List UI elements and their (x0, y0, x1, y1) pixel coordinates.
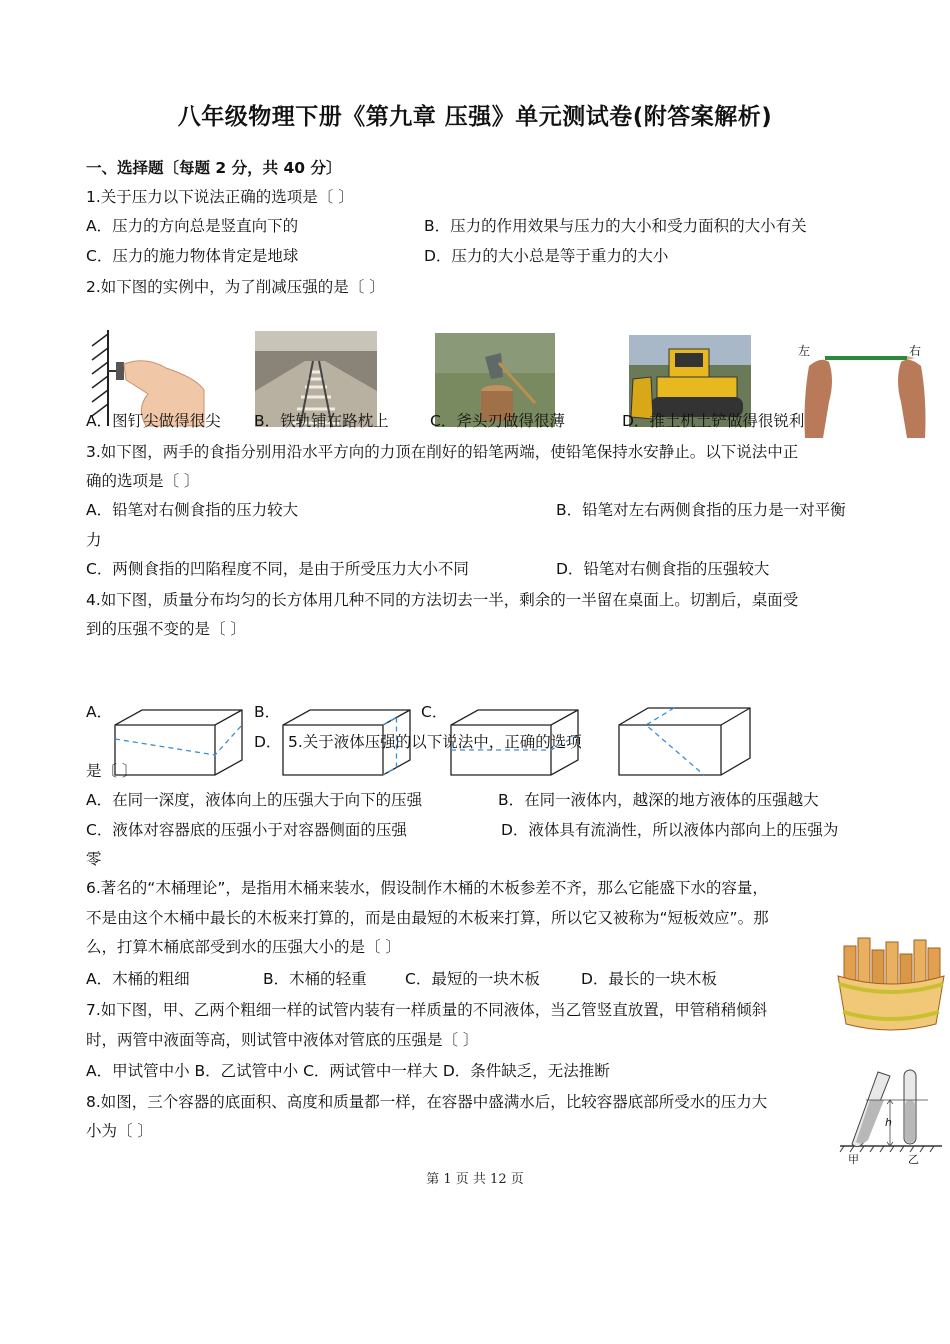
q1-stem: 1.关于压力以下说法正确的选项是〔 〕 (86, 188, 354, 206)
q3-option-a: A．铅笔对右侧食指的压力较大 (86, 501, 299, 519)
q5-option-d-cont: 零 (86, 850, 102, 868)
q5-option-d: D．液体具有流淌性，所以液体内部向上的压强为 (501, 821, 839, 839)
q4-option-b: B． (254, 703, 281, 721)
q4-option-d: D． (254, 733, 282, 751)
q5-option-a: A．在同一深度，液体向上的压强大于向下的压强 (86, 791, 423, 809)
q1-option-b: B．压力的作用效果与压力的大小和受力面积的大小有关 (424, 217, 807, 235)
q3-stem-line2: 确的选项是〔 〕 (86, 472, 200, 490)
q5-stem-line2: 是〔 〕 (86, 762, 138, 780)
cuboid-d (618, 707, 752, 777)
q6-option-d: D．最长的一块木板 (581, 970, 717, 988)
q8-stem-line2: 小为〔 〕 (86, 1122, 153, 1140)
q8-stem-line1: 8.如图，三个容器的底面积、高度和质量都一样，在容器中盛满水后，比较容器底部所受水的压力大 (86, 1093, 768, 1111)
q2-stem: 2.如下图的实例中，为了削减压强的是〔 〕 (86, 278, 385, 296)
q6-option-c: C．最短的一块木板 (405, 970, 540, 988)
q6-option-b: B．木桶的轻重 (263, 970, 367, 988)
q7-stem-line1: 7.如下图，甲、乙两个粗细一样的试管内装有一样质量的不同液体，当乙管竖直放置，甲管稍稍倾斜 (86, 1001, 768, 1019)
q6-stem-line2: 不是由这个木桶中最长的木板来打算的，而是由最短的木板来打算，所以它又被称为“短板效应”。那 (86, 909, 769, 927)
q2-option-d: D．推土机土铲做得很锐利 (622, 412, 805, 430)
q5-stem-line1: 5.关于液体压强的以下说法中，正确的选项 (288, 733, 582, 751)
page-title: 八年级物理下册《第九章 压强》单元测试卷(附答案解析) (177, 104, 773, 130)
q3-option-b-cont: 力 (86, 531, 102, 549)
q4-stem-line1: 4.如下图，质量分布均匀的长方体用几种不同的方法切去一半，剩余的一半留在桌面上。切割后，桌面受 (86, 591, 799, 609)
pencil-right-label: 右 (909, 344, 922, 358)
q7-stem-line2: 时，两管中液面等高，则试管中液体对管底的压强是〔 〕 (86, 1031, 479, 1049)
q4-option-a: A． (86, 703, 113, 721)
q1-option-c: C．压力的施力物体肯定是地球 (86, 247, 299, 265)
wooden-barrel-image (834, 936, 948, 1032)
q4-stem-line2: 到的压强不变的是〔 〕 (86, 620, 246, 638)
tube-jia-label: 甲 (848, 1153, 859, 1166)
q1-option-d: D．压力的大小总是等于重力的大小 (424, 247, 669, 265)
q4-option-c: C． (421, 703, 448, 721)
q7-options: A．甲试管中小 B．乙试管中小 C．两试管中一样大 D．条件缺乏，无法推断 (86, 1062, 610, 1080)
q3-stem-line1: 3.如下图，两手的食指分别用沿水平方向的力顶在削好的铅笔两端，使铅笔保持水安静止。以下说法中正 (86, 443, 799, 461)
q6-stem-line1: 6.著名的“木桶理论”，是指用木桶来装水，假设制作木桶的木板参差不齐，那么它能盛下水的容量， (86, 879, 768, 897)
q2-option-c: C．斧头刃做得很薄 (430, 412, 565, 430)
q6-stem-line3: 么，打算木桶底部受到水的压强大小的是〔 〕 (86, 938, 401, 956)
q3-option-c: C．两侧食指的凹陷程度不同，是由于所受压力大小不同 (86, 560, 469, 578)
q2-option-b: B．铁轨铺在路枕上 (254, 412, 389, 430)
tube-yi-label: 乙 (908, 1153, 919, 1166)
q6-option-a: A．木桶的粗细 (86, 970, 190, 988)
page-footer: 第 1 页 共 12 页 (426, 1172, 524, 1187)
tube-height-label: h (885, 1116, 892, 1129)
q3-option-b: B．铅笔对左右两侧食指的压力是一对平衡 (556, 501, 846, 519)
q5-option-c: C．液体对容器底的压强小于对容器侧面的压强 (86, 821, 407, 839)
pencil-left-label: 左 (798, 344, 811, 358)
section-heading: 一、选择题〔每题 2 分，共 40 分〕 (86, 159, 342, 177)
q5-option-b: B．在同一液体内，越深的地方液体的压强越大 (498, 791, 819, 809)
q3-option-d: D．铅笔对右侧食指的压强较大 (556, 560, 770, 578)
q1-option-a: A．压力的方向总是竖直向下的 (86, 217, 299, 235)
q2-option-a: A．图钉尖做得很尖 (86, 412, 221, 430)
